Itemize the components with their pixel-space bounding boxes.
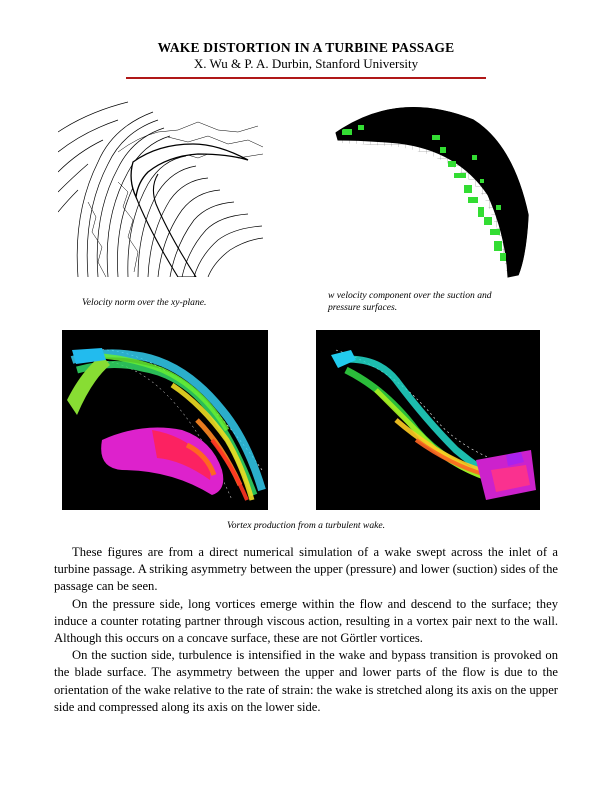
vortex-visualization-left xyxy=(62,330,268,510)
paragraph-1: These figures are from a direct numerical simulation of a wake swept across the inlet of a turbine passage. A striking asymmetry between the upper (pressure) and lower (suction) sides of the passage can be seen. xyxy=(54,545,558,594)
body-text xyxy=(54,544,558,716)
paper-authors: X. Wu & P. A. Durbin, Stanford University xyxy=(193,56,419,71)
paragraph-3: On the suction side, turbulence is intensified in the wake and bypass transition is provoked on the blade surface. The asymmetry between the upper and lower parts of the flow is due to the orientation of the wake relative to the rate of strain: the wake is stretched along its axis on the upper side and compressed along its axis on the lower side. xyxy=(54,648,558,714)
fig1-caption: Velocity norm over the xy-plane. xyxy=(82,297,207,308)
paragraph-2: On the pressure side, long vortices emerge within the flow and descend to the surface; they induce a counter rotating partner through viscous action, resulting in a vortex pair next to the wall. Although this occurs on a concave surface, these are not Görtler vortices. xyxy=(54,596,558,646)
fig34-caption: Vortex production from a turbulent wake. xyxy=(226,520,386,531)
blade-surface-figure xyxy=(328,95,533,280)
paper-title: WAKE DISTORTION IN A TURBINE PASSAGE xyxy=(157,40,455,55)
fig2-caption: w velocity component over the suction and pressure surfaces. xyxy=(328,290,492,313)
vortex-visualization-right xyxy=(316,330,540,510)
title-divider xyxy=(126,77,486,79)
velocity-contour-figure xyxy=(58,92,263,277)
